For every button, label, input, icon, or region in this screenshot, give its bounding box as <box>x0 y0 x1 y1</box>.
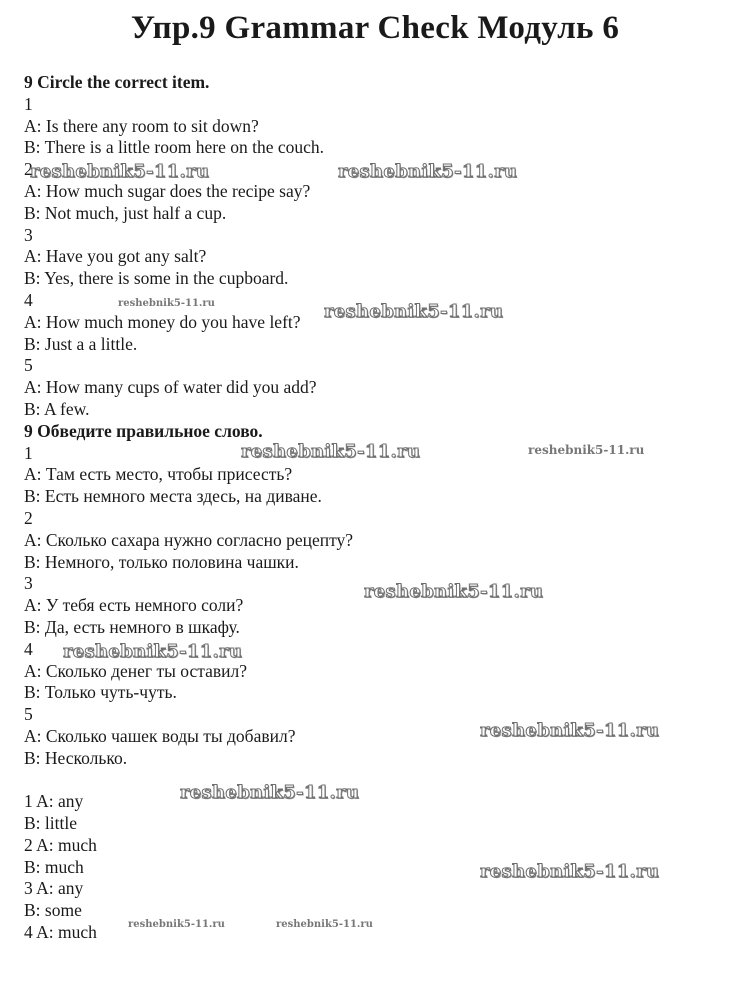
spacer <box>24 770 724 792</box>
watermark: reshebnik5-11.ru <box>128 919 225 930</box>
text-line: B: There is a little room here on the couch. <box>24 137 325 158</box>
item-number: 4 <box>24 289 33 310</box>
text-line: A: How much money do you have left? <box>24 311 301 332</box>
watermark: reshebnik5-11.ru <box>30 161 210 182</box>
watermark: reshebnik5-11.ru <box>364 581 544 602</box>
text-line: B: Yes, there is some in the cupboard. <box>24 268 289 289</box>
text-line: A: Сколько денег ты оставил? <box>24 660 247 681</box>
document-body <box>24 72 724 944</box>
item-number: 1 <box>24 93 33 114</box>
text-line: B: Not much, just half a cup. <box>24 202 227 223</box>
text-line: B: Just a a little. <box>24 333 138 354</box>
watermark: reshebnik5-11.ru <box>338 161 518 182</box>
item-number: 3 <box>24 573 33 594</box>
text-line: B: A few. <box>24 398 90 419</box>
text-line: A: Have you got any salt? <box>24 246 207 267</box>
watermark: reshebnik5-11.ru <box>480 720 660 741</box>
page-title: Упр.9 Grammar Check Модуль 6 <box>130 10 620 46</box>
text-line: 4 A: much <box>24 922 97 943</box>
text-line: A: Is there any room to sit down? <box>24 115 259 136</box>
text-line: A: How much sugar does the recipe say? <box>24 180 311 201</box>
watermark: reshebnik5-11.ru <box>528 443 645 457</box>
watermark: reshebnik5-11.ru <box>118 298 215 309</box>
item-number: 1 <box>24 442 33 463</box>
text-line: B: Только чуть-чуть. <box>24 682 177 703</box>
section-heading: 9 Circle the correct item. <box>24 72 210 92</box>
text-line: B: Несколько. <box>24 747 128 768</box>
item-number: 2 <box>24 507 33 528</box>
watermark: reshebnik5-11.ru <box>241 441 421 462</box>
text-line: A: Там есть место, чтобы присесть? <box>24 464 293 485</box>
text-line: 1 A: any <box>24 791 84 812</box>
watermark: reshebnik5-11.ru <box>480 861 660 882</box>
watermark: reshebnik5-11.ru <box>63 641 243 662</box>
text-line: B: Есть немного места здесь, на диване. <box>24 486 322 507</box>
section-heading: 9 Обведите правильное слово. <box>24 420 263 441</box>
text-line: 3 A: any <box>24 878 84 899</box>
item-number: 5 <box>24 355 33 376</box>
watermark: reshebnik5-11.ru <box>180 782 360 803</box>
text-line: B: Немного, только половина чашки. <box>24 551 299 572</box>
item-number: 4 <box>24 638 33 659</box>
text-line: A: У тебя есть немного соли? <box>24 595 244 616</box>
text-line: B: some <box>24 900 82 921</box>
text-line: B: much <box>24 856 84 877</box>
text-line: A: How many cups of water did you add? <box>24 377 317 398</box>
text-line: 2 A: much <box>24 834 97 855</box>
text-line: A: Сколько сахара нужно согласно рецепту? <box>24 529 354 550</box>
item-number: 2 <box>24 159 33 180</box>
text-line: B: Да, есть немного в шкафу. <box>24 616 240 637</box>
item-number: 5 <box>24 704 33 725</box>
text-line: B: little <box>24 813 77 834</box>
watermark: reshebnik5-11.ru <box>324 301 504 322</box>
watermark: reshebnik5-11.ru <box>276 919 373 930</box>
item-number: 3 <box>24 224 33 245</box>
text-line: A: Сколько чашек воды ты добавил? <box>24 725 296 746</box>
